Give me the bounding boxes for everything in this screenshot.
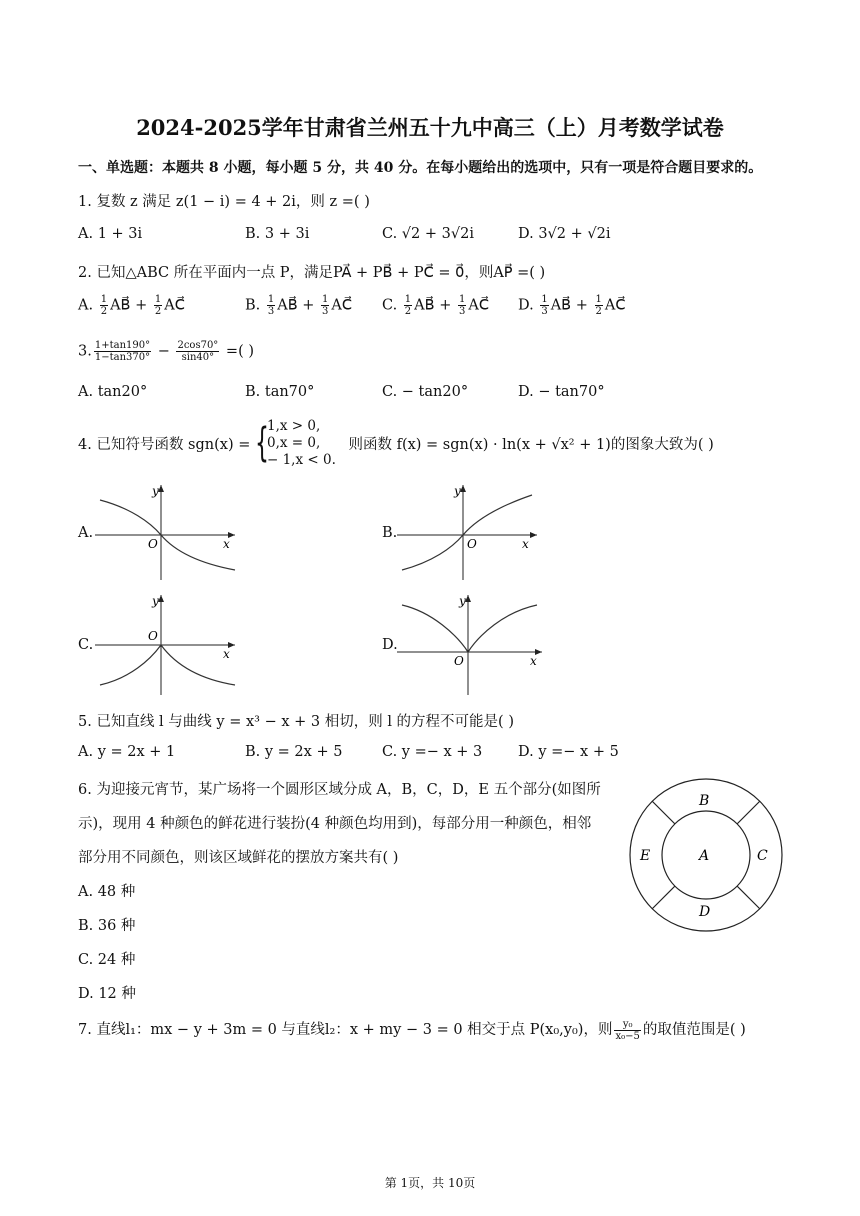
page-title: 2024-2025学年甘肃省兰州五十九中高三（上）月考数学试卷 [136, 115, 724, 140]
question-6-line-1: 6. 为迎接元宵节，某广场将一个圆形区域分成 A，B，C，D，E 五个部分(如图所 [78, 782, 601, 798]
q4-option-d-label: D. [382, 637, 398, 653]
svg-text:O: O [454, 654, 464, 668]
region-a-label: A [699, 848, 710, 864]
q3-option-c: C. − tan20° [382, 384, 469, 400]
q2-option-b: B. $\frac{1}{3}$ AB⃗ + $\frac{1}{3}$ AC⃗ [245, 294, 353, 317]
q6-option-a: A. 48 种 [78, 884, 136, 900]
q4-option-c-label: C. [78, 637, 94, 653]
piecewise-definition: { 1,x > 0, 0,x = 0, − 1,x < 0. [254, 418, 336, 468]
region-c-label: C [757, 848, 768, 864]
question-7-stem: 7. 直线l₁：mx − y + 3m = 0 与直线l₂：x + my − 3 = 0 相交于点 P(x₀,y₀)，则 $\frac{\text{y₀}}{\text{x₀−5}}$ 的取值范围是( ) [78, 1018, 746, 1042]
q5-option-c: C. y =− x + 3 [382, 744, 483, 760]
q6-option-b: B. 36 种 [78, 918, 136, 934]
region-e-label: E [640, 848, 651, 864]
svg-text:O: O [467, 537, 477, 551]
q6-ring-diagram [626, 775, 786, 935]
question-6-line-3: 部分用不同颜色，则该区域鲜花的摆放方案共有( ) [78, 850, 399, 866]
svg-text:O: O [148, 629, 158, 643]
q1-option-d: D. 3√2 + √2i [518, 226, 611, 242]
q4-graph-d [397, 590, 547, 695]
q3-option-a: A. tan20° [78, 384, 148, 400]
svg-text:y: y [152, 484, 159, 498]
q2-option-a: A. $\frac{1}{2}$ AB⃗ + $\frac{1}{2}$ AC⃗ [78, 294, 185, 317]
q1-option-b: B. 3 + 3i [245, 226, 310, 242]
svg-text:y: y [459, 594, 466, 608]
question-1-stem: 1. 复数 z 满足 z(1 − i) = 4 + 2i，则 z =( ) [78, 194, 370, 210]
q2-option-d: D. $\frac{1}{3}$ AB⃗ + $\frac{1}{2}$ AC⃗ [518, 294, 626, 317]
region-d-label: D [699, 904, 711, 920]
svg-text:x: x [530, 654, 537, 668]
svg-text:x: x [522, 537, 529, 551]
question-6-line-2: 示)，现用 4 种颜色的鲜花进行装扮(4 种颜色均用到)，每部分用一种颜色，相邻 [78, 816, 592, 832]
page-footer: 第 1页，共 10页 [384, 1176, 476, 1190]
region-b-label: B [699, 793, 710, 809]
q5-option-d: D. y =− x + 5 [518, 744, 619, 760]
svg-text:y: y [454, 484, 461, 498]
q4-graph-a [95, 480, 245, 580]
q4-option-a-label: A. [78, 525, 94, 541]
q6-option-c: C. 24 种 [78, 952, 136, 968]
question-4-stem: 4. 已知符号函数 sgn(x) = { 1,x > 0, 0,x = 0, − 1,x < 0. 则函数 f(x) = sgn(x) · ln(x + √x² + 1)的图象大致为( ) [78, 418, 714, 468]
q4-graph-b [397, 480, 547, 580]
question-2-stem: 2. 已知△ABC 所在平面内一点 P，满足PA⃗ + PB⃗ + PC⃗ = 0⃗，则AP⃗ =( ) [78, 265, 546, 281]
q1-option-a: A. 1 + 3i [78, 226, 143, 242]
q4-graph-c [95, 590, 245, 695]
svg-text:x: x [223, 647, 230, 661]
q1-option-c: C. √2 + 3√2i [382, 226, 474, 242]
question-3-stem: 3. $\frac{1+\tan 190^\circ}{1-\tan 370^\circ}$ − $\frac{2\cos 70^\circ}{\sin 40^\circ}$ =( ) [78, 340, 254, 363]
svg-text:O: O [148, 537, 158, 551]
q3-option-b: B. tan70° [245, 384, 315, 400]
q5-option-a: A. y = 2x + 1 [78, 744, 176, 760]
svg-text:x: x [223, 537, 230, 551]
question-5-stem: 5. 已知直线 l 与曲线 y = x³ − x + 3 相切，则 l 的方程不可能是( ) [78, 714, 514, 730]
q6-option-d: D. 12 种 [78, 986, 136, 1002]
q3-option-d: D. − tan70° [518, 384, 605, 400]
q5-option-b: B. y = 2x + 5 [245, 744, 343, 760]
q2-option-c: C. $\frac{1}{2}$ AB⃗ + $\frac{1}{3}$ AC⃗ [382, 294, 489, 317]
q4-option-b-label: B. [382, 525, 398, 541]
svg-text:y: y [152, 594, 159, 608]
section-heading: 一、单选题：本题共 8 小题，每小题 5 分，共 40 分。在每小题给出的选项中，只有一项是符合题目要求的。 [78, 160, 763, 176]
